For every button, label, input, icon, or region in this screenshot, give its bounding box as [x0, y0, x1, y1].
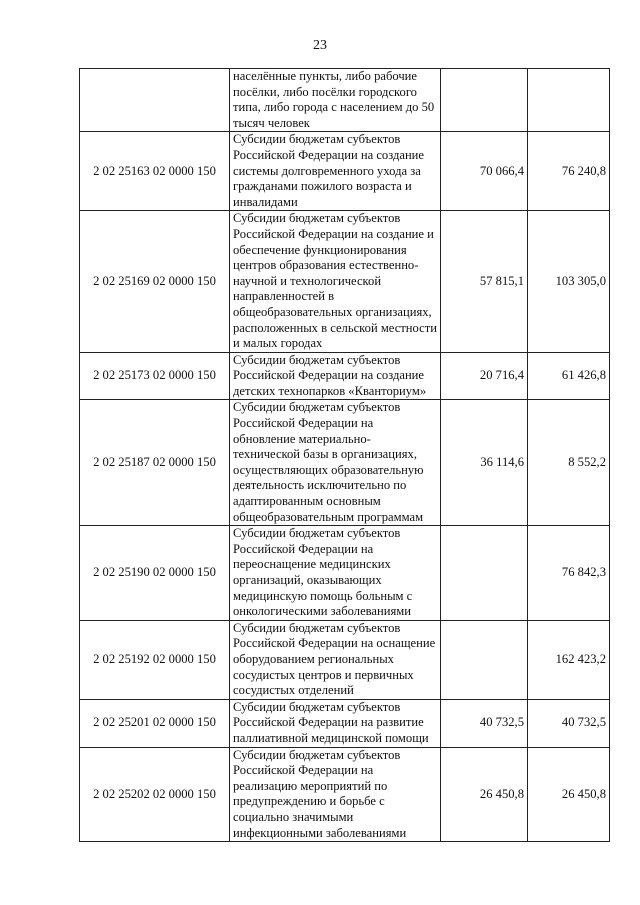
- budget-code-cell: 2 02 25202 02 0000 150: [80, 747, 230, 842]
- budget-table-body: [80, 69, 610, 842]
- table-row: [80, 400, 610, 526]
- table-row: [80, 699, 610, 747]
- budget-code-cell: 2 02 25187 02 0000 150: [80, 400, 230, 526]
- table-row: [80, 132, 610, 211]
- amount-2-cell: 26 450,8: [528, 747, 610, 842]
- amount-1-cell: 20 716,4: [441, 352, 528, 400]
- budget-code-cell: 2 02 25169 02 0000 150: [80, 211, 230, 352]
- amount-2-cell: 162 423,2: [528, 620, 610, 699]
- page-number: 23: [313, 38, 327, 53]
- amount-1-cell: 26 450,8: [441, 747, 528, 842]
- budget-table: [79, 68, 610, 842]
- amount-2-cell: 76 842,3: [528, 526, 610, 621]
- description-cell: Субсидии бюджетам субъектов Российской Федерации на оснащение оборудованием региональных сосудистых центров и первичных сосудистых отделений: [230, 620, 441, 699]
- table-row: [80, 526, 610, 621]
- budget-code-cell: 2 02 25163 02 0000 150: [80, 132, 230, 211]
- table-row: [80, 211, 610, 352]
- budget-code-cell: 2 02 25192 02 0000 150: [80, 620, 230, 699]
- budget-code-cell: 2 02 25190 02 0000 150: [80, 526, 230, 621]
- budget-code-cell: 2 02 25201 02 0000 150: [80, 699, 230, 747]
- amount-1-cell: 70 066,4: [441, 132, 528, 211]
- amount-1-cell: 40 732,5: [441, 699, 528, 747]
- amount-2-cell: 40 732,5: [528, 699, 610, 747]
- amount-1-cell: 36 114,6: [441, 400, 528, 526]
- amount-1-cell: [441, 620, 528, 699]
- amount-1-cell: [441, 526, 528, 621]
- amount-1-cell: 57 815,1: [441, 211, 528, 352]
- description-cell: Субсидии бюджетам субъектов Российской Федерации на реализацию мероприятий по предупреждению и борьбе с социально значимыми инфекционными заболеваниями: [230, 747, 441, 842]
- amount-2-cell: 76 240,8: [528, 132, 610, 211]
- description-cell: Субсидии бюджетам субъектов Российской Федерации на переоснащение медицинских организаций, оказывающих медицинскую помощь больным с онкологическими заболеваниями: [230, 526, 441, 621]
- description-cell: Субсидии бюджетам субъектов Российской Федерации на обновление материально-технической базы в организациях, осуществляющих образовательную деятельность исключительно по адаптированным основным общеобразовательным программам: [230, 400, 441, 526]
- amount-2-cell: 61 426,8: [528, 352, 610, 400]
- amount-2-cell: [528, 69, 610, 132]
- amount-2-cell: 8 552,2: [528, 400, 610, 526]
- table-row: [80, 69, 610, 132]
- budget-code-cell: [80, 69, 230, 132]
- description-cell: Субсидии бюджетам субъектов Российской Федерации на создание детских технопарков «Кванториум»: [230, 352, 441, 400]
- description-cell: Субсидии бюджетам субъектов Российской Федерации на создание системы долговременного ухода за гражданами пожилого возраста и инвалидами: [230, 132, 441, 211]
- description-cell: Субсидии бюджетам субъектов Российской Федерации на создание и обеспечение функционирования центров образования естественно-научной и технологической направленностей в общеобразовательных организациях, расположенных в сельской местности и малых городах: [230, 211, 441, 352]
- description-cell: населённые пункты, либо рабочие посёлки, либо посёлки городского типа, либо города с населением до 50 тысяч человек: [230, 69, 441, 132]
- amount-1-cell: [441, 69, 528, 132]
- description-cell: Субсидии бюджетам субъектов Российской Федерации на развитие паллиативной медицинской помощи: [230, 699, 441, 747]
- table-row: [80, 747, 610, 842]
- table-row: [80, 352, 610, 400]
- amount-2-cell: 103 305,0: [528, 211, 610, 352]
- budget-code-cell: 2 02 25173 02 0000 150: [80, 352, 230, 400]
- table-row: [80, 620, 610, 699]
